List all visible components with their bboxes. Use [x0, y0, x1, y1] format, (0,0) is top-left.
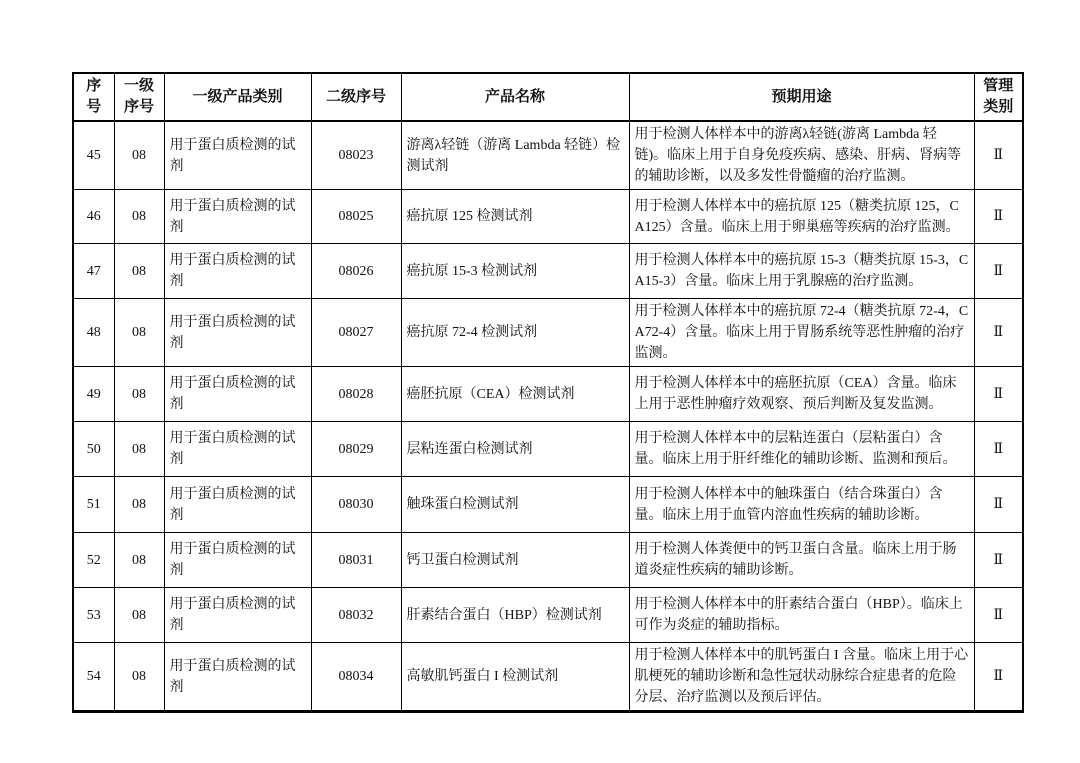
cell-level2-no: 08026 — [311, 244, 401, 299]
cell-intended-use: 用于检测人体样本中的触珠蛋白（结合珠蛋白）含量。临床上用于血管内溶血性疾病的辅助诊断。 — [629, 477, 974, 533]
cell-level1-category: 用于蛋白质检测的试剂 — [164, 190, 311, 244]
cell-serial: 50 — [73, 422, 114, 477]
col-header-intended-use: 预期用途 — [629, 73, 974, 121]
cell-level2-no: 08031 — [311, 533, 401, 588]
cell-management-class: Ⅱ — [974, 190, 1023, 244]
col-header-product-name: 产品名称 — [401, 73, 629, 121]
cell-level1-category: 用于蛋白质检测的试剂 — [164, 422, 311, 477]
cell-management-class: Ⅱ — [974, 533, 1023, 588]
cell-product-name: 游离λ轻链（游离 Lambda 轻链）检测试剂 — [401, 121, 629, 190]
cell-serial: 47 — [73, 244, 114, 299]
cell-product-name: 高敏肌钙蛋白 I 检测试剂 — [401, 643, 629, 712]
cell-level2-no: 08034 — [311, 643, 401, 712]
table-row — [73, 643, 1023, 712]
cell-management-class: Ⅱ — [974, 244, 1023, 299]
cell-level1-category: 用于蛋白质检测的试剂 — [164, 299, 311, 367]
cell-management-class: Ⅱ — [974, 121, 1023, 190]
col-header-level2-no: 二级序号 — [311, 73, 401, 121]
cell-product-name: 肝素结合蛋白（HBP）检测试剂 — [401, 588, 629, 643]
cell-management-class: Ⅱ — [974, 643, 1023, 712]
cell-level2-no: 08028 — [311, 367, 401, 422]
cell-intended-use: 用于检测人体样本中的游离λ轻链(游离 Lambda 轻链)。临床上用于自身免疫疾病、感染、肝病、肾病等的辅助诊断，以及多发性骨髓瘤的治疗监测。 — [629, 121, 974, 190]
cell-product-name: 钙卫蛋白检测试剂 — [401, 533, 629, 588]
cell-management-class: Ⅱ — [974, 367, 1023, 422]
cell-intended-use: 用于检测人体样本中的癌抗原 72-4（糖类抗原 72-4，CA72-4）含量。临床上用于胃肠系统等恶性肿瘤的治疗监测。 — [629, 299, 974, 367]
cell-level1-category: 用于蛋白质检测的试剂 — [164, 244, 311, 299]
cell-level1-category: 用于蛋白质检测的试剂 — [164, 643, 311, 712]
cell-product-name: 癌抗原 72-4 检测试剂 — [401, 299, 629, 367]
cell-level1-no: 08 — [114, 477, 164, 533]
cell-product-name: 癌胚抗原（CEA）检测试剂 — [401, 367, 629, 422]
header-row — [73, 73, 1023, 121]
table-row — [73, 588, 1023, 643]
cell-level1-no: 08 — [114, 643, 164, 712]
col-header-serial: 序号 — [73, 73, 114, 121]
cell-serial: 52 — [73, 533, 114, 588]
cell-level1-no: 08 — [114, 299, 164, 367]
cell-intended-use: 用于检测人体样本中的癌抗原 125（糖类抗原 125，CA125）含量。临床上用于卵巢癌等疾病的治疗监测。 — [629, 190, 974, 244]
cell-intended-use: 用于检测人体粪便中的钙卫蛋白含量。临床上用于肠道炎症性疾病的辅助诊断。 — [629, 533, 974, 588]
cell-serial: 53 — [73, 588, 114, 643]
cell-product-name: 癌抗原 15-3 检测试剂 — [401, 244, 629, 299]
cell-serial: 48 — [73, 299, 114, 367]
cell-level2-no: 08027 — [311, 299, 401, 367]
cell-intended-use: 用于检测人体样本中的肝素结合蛋白（HBP）。临床上可作为炎症的辅助指标。 — [629, 588, 974, 643]
cell-product-name: 层粘连蛋白检测试剂 — [401, 422, 629, 477]
col-header-level1-no: 一级序号 — [114, 73, 164, 121]
cell-level1-category: 用于蛋白质检测的试剂 — [164, 477, 311, 533]
table-row — [73, 533, 1023, 588]
table-row — [73, 299, 1023, 367]
cell-level2-no: 08032 — [311, 588, 401, 643]
cell-level1-no: 08 — [114, 190, 164, 244]
table-row — [73, 477, 1023, 533]
col-header-level1-category: 一级产品类别 — [164, 73, 311, 121]
cell-level1-no: 08 — [114, 422, 164, 477]
cell-level1-category: 用于蛋白质检测的试剂 — [164, 367, 311, 422]
cell-level1-category: 用于蛋白质检测的试剂 — [164, 588, 311, 643]
cell-product-name: 癌抗原 125 检测试剂 — [401, 190, 629, 244]
table-row — [73, 367, 1023, 422]
cell-level1-no: 08 — [114, 533, 164, 588]
cell-serial: 51 — [73, 477, 114, 533]
cell-product-name: 触珠蛋白检测试剂 — [401, 477, 629, 533]
cell-serial: 49 — [73, 367, 114, 422]
table-row — [73, 422, 1023, 477]
cell-intended-use: 用于检测人体样本中的肌钙蛋白 I 含量。临床上用于心肌梗死的辅助诊断和急性冠状动脉综合症患者的危险分层、治疗监测以及预后评估。 — [629, 643, 974, 712]
table-row — [73, 121, 1023, 190]
cell-intended-use: 用于检测人体样本中的癌抗原 15-3（糖类抗原 15-3，CA15-3）含量。临床上用于乳腺癌的治疗监测。 — [629, 244, 974, 299]
cell-management-class: Ⅱ — [974, 299, 1023, 367]
cell-level2-no: 08023 — [311, 121, 401, 190]
cell-serial: 46 — [73, 190, 114, 244]
cell-level1-no: 08 — [114, 121, 164, 190]
table-row — [73, 190, 1023, 244]
cell-level1-no: 08 — [114, 244, 164, 299]
cell-serial: 54 — [73, 643, 114, 712]
cell-intended-use: 用于检测人体样本中的层粘连蛋白（层粘蛋白）含量。临床上用于肝纤维化的辅助诊断、监测和预后。 — [629, 422, 974, 477]
cell-level2-no: 08029 — [311, 422, 401, 477]
cell-level2-no: 08025 — [311, 190, 401, 244]
cell-management-class: Ⅱ — [974, 422, 1023, 477]
col-header-management-class: 管理类别 — [974, 73, 1023, 121]
cell-level2-no: 08030 — [311, 477, 401, 533]
cell-management-class: Ⅱ — [974, 588, 1023, 643]
cell-serial: 45 — [73, 121, 114, 190]
cell-level1-category: 用于蛋白质检测的试剂 — [164, 121, 311, 190]
cell-level1-category: 用于蛋白质检测的试剂 — [164, 533, 311, 588]
table-row — [73, 244, 1023, 299]
product-classification-table — [72, 72, 1024, 713]
cell-intended-use: 用于检测人体样本中的癌胚抗原（CEA）含量。临床上用于恶性肿瘤疗效观察、预后判断及复发监测。 — [629, 367, 974, 422]
cell-level1-no: 08 — [114, 367, 164, 422]
cell-level1-no: 08 — [114, 588, 164, 643]
cell-management-class: Ⅱ — [974, 477, 1023, 533]
